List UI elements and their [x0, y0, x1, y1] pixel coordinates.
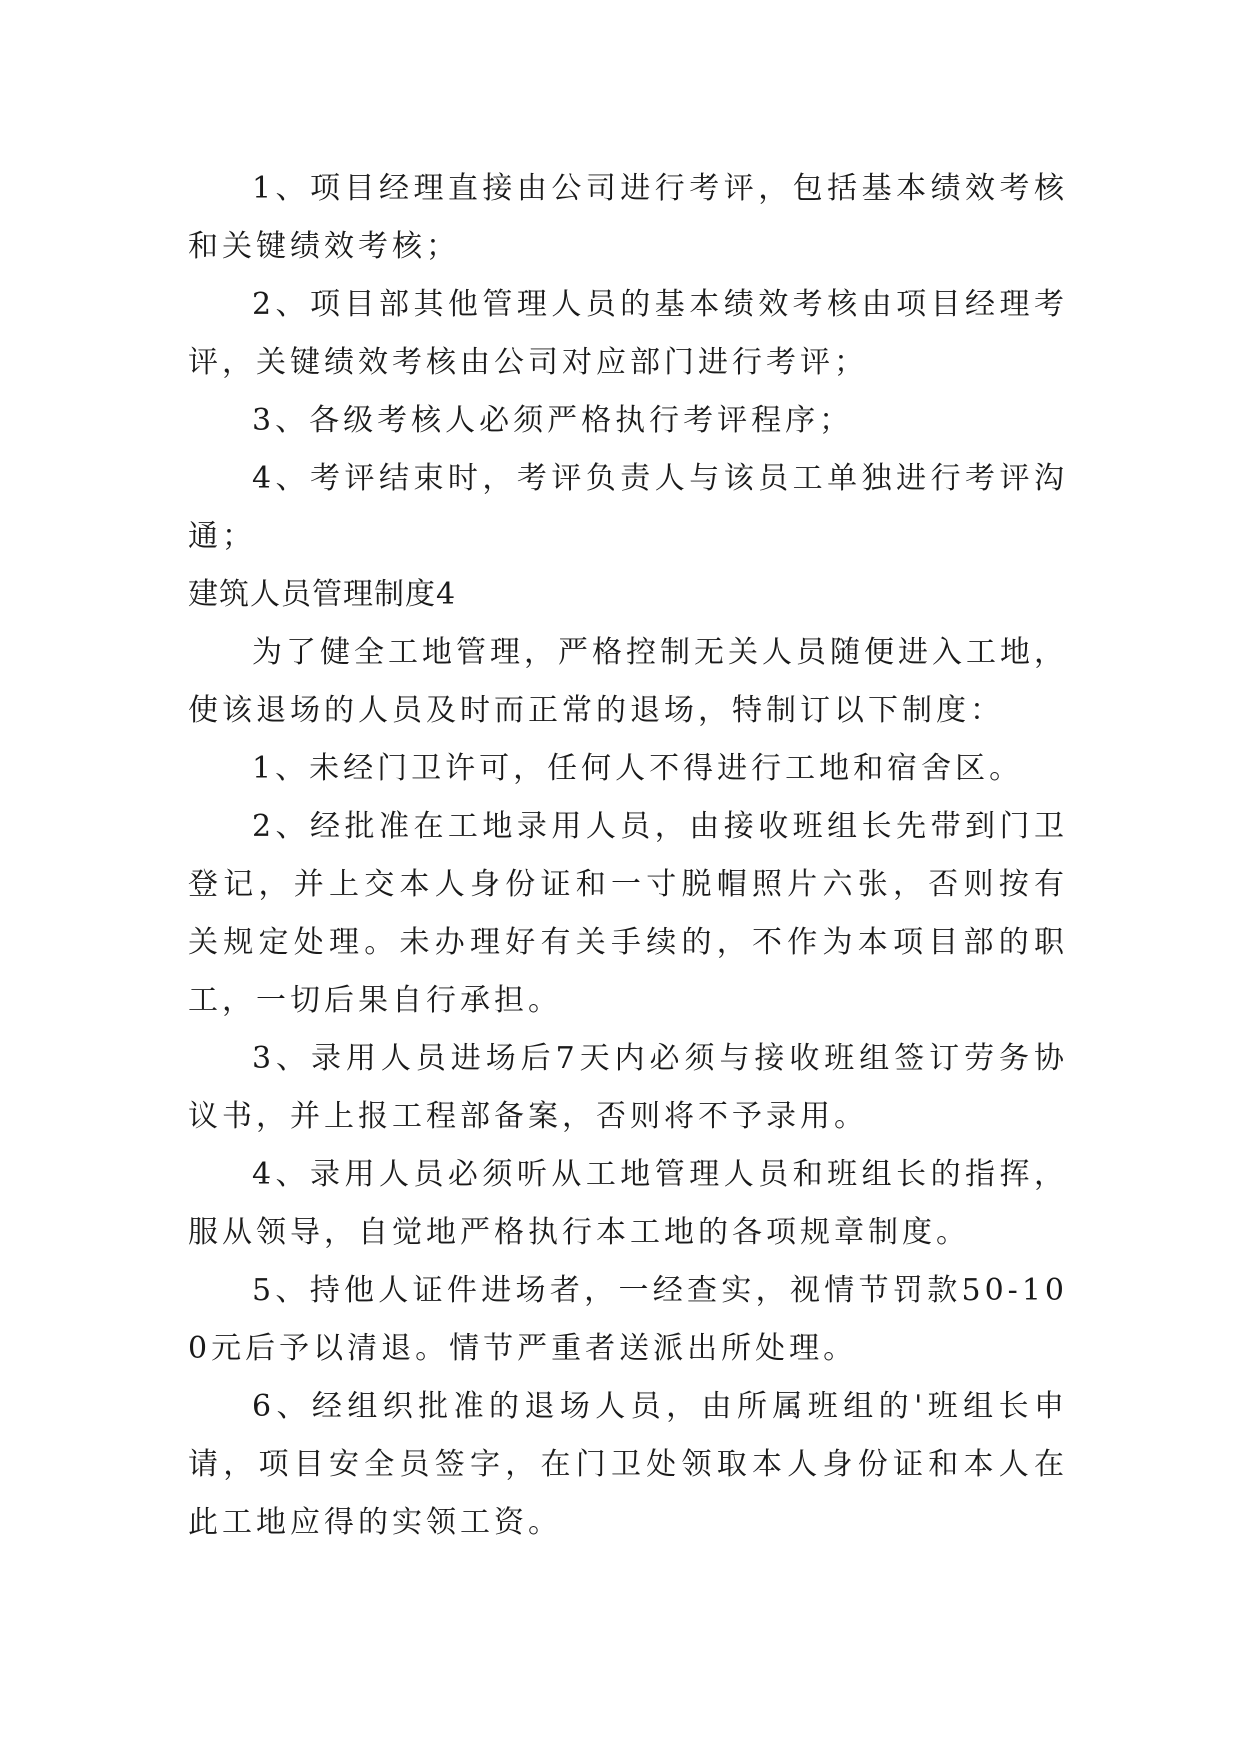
rule-item-3: 3、录用人员进场后7天内必须与接收班组签订劳务协议书，并上报工程部备案，否则将不予录用。: [188, 1041, 1068, 1134]
rule-item-5: 5、持他人证件进场者，一经查实，视情节罚款50-100元后予以清退。情节严重者送派出所处理。: [188, 1273, 1068, 1366]
rule-item-4: 4、录用人员必须听从工地管理人员和班组长的指挥，服从领导，自觉地严格执行本工地的各项规章制度。: [188, 1157, 1068, 1250]
paragraph-item-1: 1、项目经理直接由公司进行考评，包括基本绩效考核和关键绩效考核；: [188, 171, 1068, 264]
rule-item-2: 2、经批准在工地录用人员，由接收班组长先带到门卫登记，并上交本人身份证和一寸脱帽照片六张，否则按有关规定处理。未办理好有关手续的，不作为本项目部的职工，一切后果自行承担。: [188, 809, 1068, 1018]
rule-item-1: 1、未经门卫许可，任何人不得进行工地和宿舍区。: [252, 751, 1024, 786]
paragraph-item-4: 4、考评结束时，考评负责人与该员工单独进行考评沟通；: [188, 461, 1068, 554]
rule-item-6: 6、经组织批准的退场人员，由所属班组的'班组长申请，项目安全员签字，在门卫处领取本人身份证和本人在此工地应得的实领工资。: [188, 1389, 1068, 1540]
paragraph-item-3: 3、各级考核人必须严格执行考评程序；: [252, 403, 854, 438]
document-page: [188, 160, 1068, 1552]
paragraph-intro: 为了健全工地管理，严格控制无关人员随便进入工地，使该退场的人员及时而正常的退场，特制订以下制度：: [188, 635, 1068, 728]
section-heading: 建筑人员管理制度4: [188, 577, 457, 612]
paragraph-item-2: 2、项目部其他管理人员的基本绩效考核由项目经理考评，关键绩效考核由公司对应部门进行考评；: [188, 287, 1068, 380]
